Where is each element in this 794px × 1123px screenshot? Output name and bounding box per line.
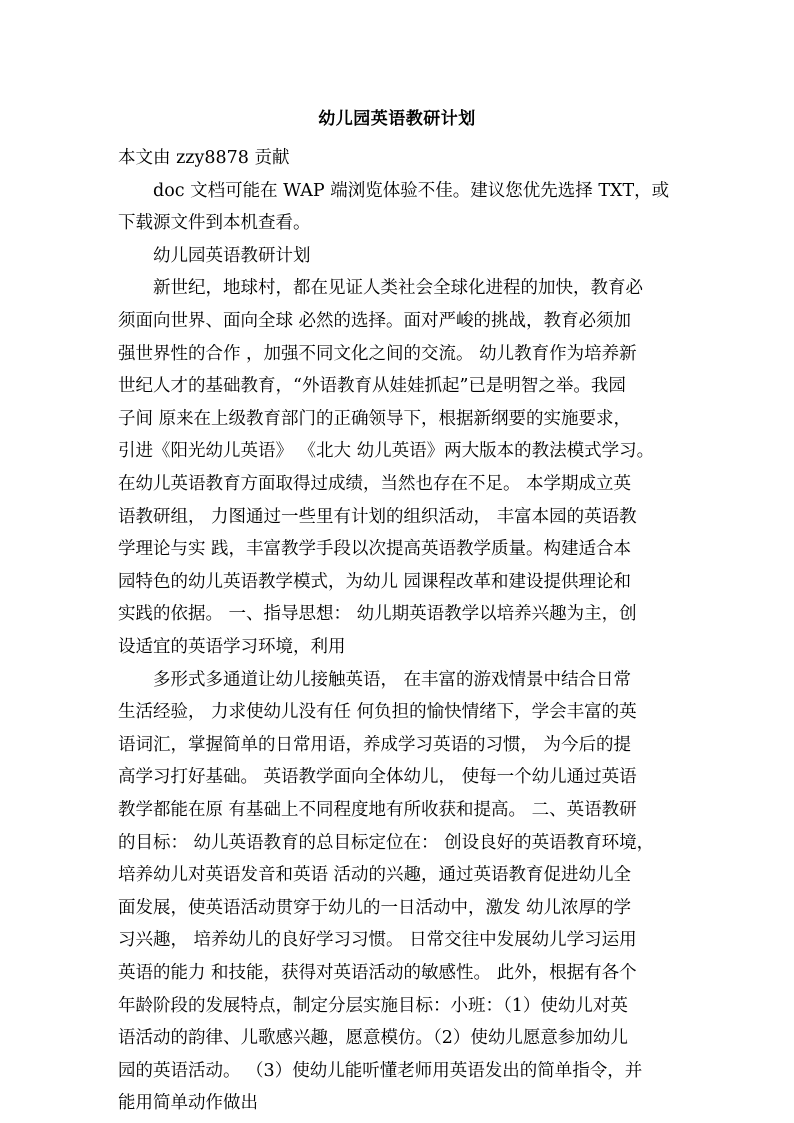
body-line: 多形式多通道让幼儿接触英语， 在丰富的游戏情景中结合日常 xyxy=(118,669,632,690)
body-line: 强世界性的合作 ，加强不同文化之间的交流。 幼儿教育作为培养新 xyxy=(118,343,637,364)
body-line: 语词汇，掌握简单的日常用语，养成学习英语的习惯， 为今后的提 xyxy=(118,734,632,755)
body-line: 世纪人才的基础教育，“外语教育从娃娃抓起”已是明智之举。我园 xyxy=(118,376,626,397)
body-line: 实践的依据。 一、指导思想： 幼儿期英语教学以培养兴趣为主，创 xyxy=(118,604,637,625)
body-line: 在幼儿英语教育方面取得过成绩，当然也存在不足。 本学期成立英 xyxy=(118,474,632,494)
body-line: 园特色的幼儿英语教学模式，为幼儿 园课程改革和建设提供理论和 xyxy=(118,571,632,592)
body-line: 生活经验， 力求使幼儿没有任 何负担的愉快情绪下，学会丰富的英 xyxy=(118,702,637,723)
body-line: 教学都能在原 有基础上不同程度地有所收获和提高。 二、英语教研 xyxy=(118,800,637,820)
body-line: 本文由 zzy8878 贡献 xyxy=(118,148,290,168)
body-line: 园的英语活动。 （3）使幼儿能听懂老师用英语发出的简单指令，并 xyxy=(118,1060,643,1081)
body-line: 引进《阳光幼儿英语》 《北大 幼儿英语》两大版本的教法模式学习。 xyxy=(118,441,655,462)
body-line: 能用简单动作做出 xyxy=(118,1093,258,1114)
body-line: 学理论与实 践，丰富教学手段以次提高英语教学质量。构建适合本 xyxy=(118,539,632,560)
body-line: 面发展，使英语活动贯穿于幼儿的一日活动中，激发 幼儿浓厚的学 xyxy=(118,897,632,918)
body-line: 习兴趣， 培养幼儿的良好学习习惯。 日常交往中发展幼儿学习运用 xyxy=(118,930,637,951)
body-line: 新世纪，地球村，都在见证人类社会全球化进程的加快，教育必 xyxy=(118,278,643,299)
body-line: 子间 原来在上级教育部门的正确领导下，根据新纲要的实施要求， xyxy=(118,408,632,429)
body-line: 语教研组， 力图通过一些里有计划的组织活动， 丰富本园的英语教 xyxy=(118,506,637,527)
body-line: 下载源文件到本机查看。 xyxy=(118,213,311,234)
body-line: 年龄阶段的发展特点，制定分层实施目标：小班：（1）使幼儿对英 xyxy=(118,995,628,1016)
body-line: 须面向世界、面向全球 必然的选择。面对严峻的挑战，教育必须加 xyxy=(118,311,632,331)
body-line: doc 文档可能在 WAP 端浏览体验不佳。建议您优先选择 TXT，或 xyxy=(118,180,670,201)
body-line: 高学习打好基础。 英语教学面向全体幼儿， 使每一个幼儿通过英语 xyxy=(118,767,637,788)
body-line: 的目标： 幼儿英语教育的总目标定位在： 创设良好的英语教育环境， xyxy=(118,832,655,853)
body-line: 培养幼儿对英语发音和英语 活动的兴趣，通过英语教育促进幼儿全 xyxy=(118,865,632,886)
body-line: 语活动的韵律、儿歌感兴趣，愿意模仿。（2）使幼儿愿意参加幼儿 xyxy=(118,1028,628,1049)
document-title: 幼儿园英语教研计划 xyxy=(318,109,476,129)
body-line: 幼儿园英语教研计划 xyxy=(118,245,311,266)
body-line: 英语的能力 和技能，获得对英语活动的敏感性。 此外，根据有各个 xyxy=(118,963,637,983)
body-line: 设适宜的英语学习环境，利用 xyxy=(118,637,346,657)
